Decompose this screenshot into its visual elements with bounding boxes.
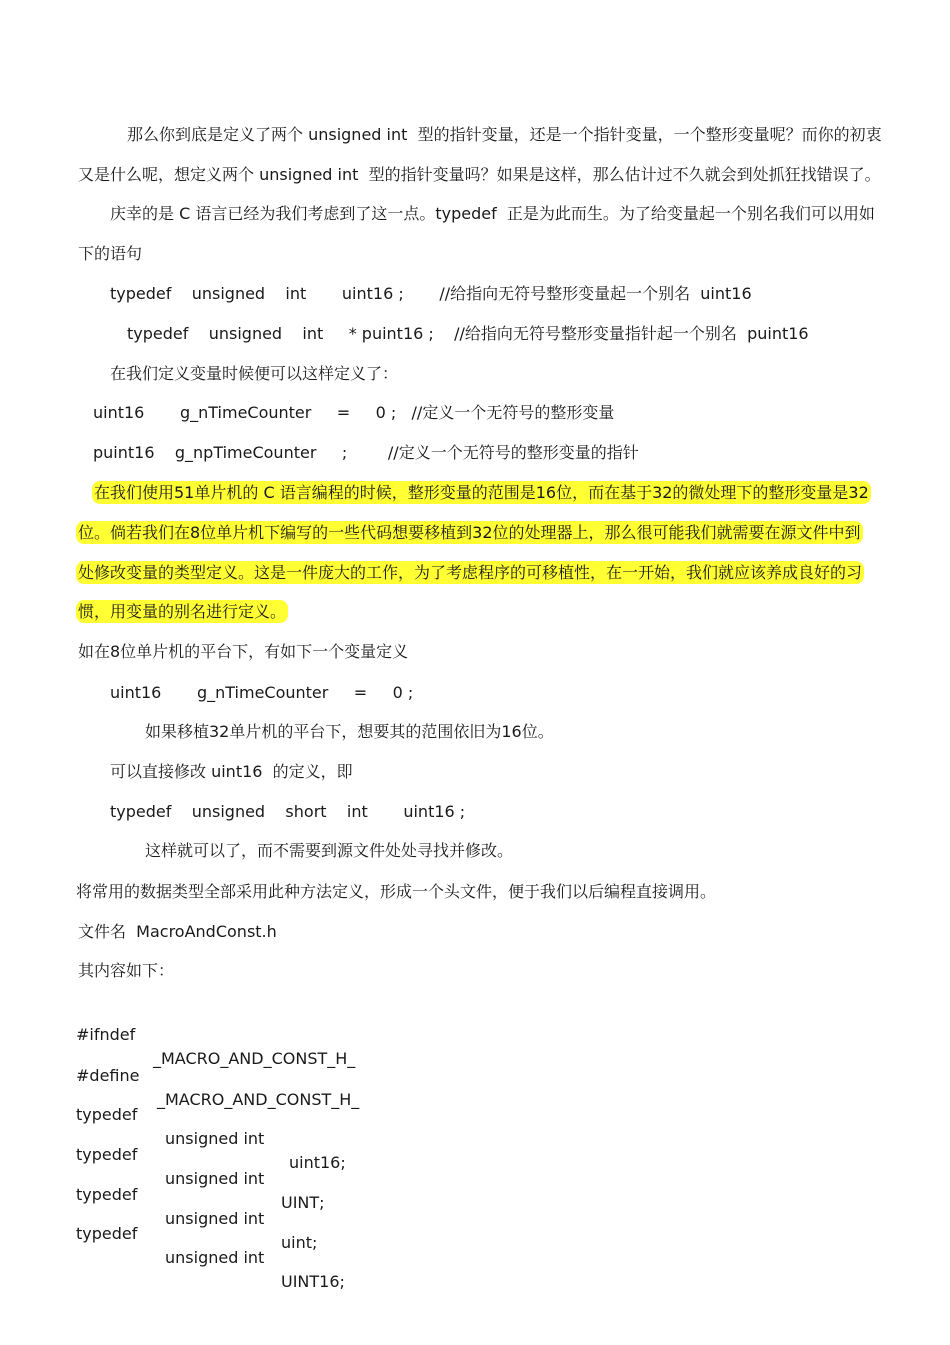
alias-name: UINT; [281, 1193, 325, 1212]
type-name: unsigned int [165, 1169, 265, 1188]
paragraph-line: 可以直接修改 uint16 的定义，即 [110, 762, 353, 781]
macro-name: _MACRO_AND_CONST_H_ [153, 1049, 356, 1068]
paragraph-line: 这样就可以了，而不需要到源文件处处寻找并修改。 [145, 841, 514, 860]
typedef-keyword: typedef [76, 1224, 138, 1243]
typedef-keyword: typedef [76, 1105, 138, 1124]
paragraph-line: 其内容如下： [78, 961, 175, 980]
highlight-span: 位。倘若我们在8位单片机下编写的一些代码想要移植到32位的处理器上，那么很可能我们就需要在源文件中到 [78, 523, 861, 542]
header-code-line [0, 999, 950, 1068]
type-name: unsigned int [165, 1129, 265, 1148]
highlight-span: 在我们使用51单片机的 C 语言编程的时候，整形变量的范围是16位，而在基于32的微处理下的整形变量是32 [94, 483, 869, 502]
typedef-keyword: typedef [76, 1185, 138, 1204]
highlight-span: 惯，用变量的别名进行定义。 [78, 602, 287, 621]
paragraph-line: 如在8位单片机的平台下，有如下一个变量定义 [78, 642, 409, 661]
file-name-line: 文件名 MacroAndConst.h [78, 922, 277, 941]
type-name: unsigned int [165, 1209, 265, 1228]
highlighted-line [76, 600, 950, 624]
header-code-line [0, 1079, 950, 1172]
highlight-span: 处修改变量的类型定义。这是一件庞大的工作，为了考虑程序的可移植性，在一开始，我们就应该养成良好的习 [78, 563, 863, 582]
paragraph-line: 那么你到底是定义了两个 unsigned int 型的指针变量，还是一个指针变量，一个整形变量呢？而你的初衷 [127, 125, 882, 144]
code-line: puint16 g_npTimeCounter ; //定义一个无符号的整形变量的指针 [93, 443, 639, 462]
header-code-line [0, 1159, 950, 1252]
alias-name: UINT16; [281, 1272, 345, 1291]
code-line: uint16 g_nTimeCounter = 0 ; [110, 683, 414, 702]
highlighted-line [92, 481, 950, 505]
directive-keyword: #ifndef [76, 1025, 136, 1044]
alias-name: uint; [281, 1233, 318, 1252]
paragraph-line: 在我们定义变量时候便可以这样定义了： [110, 364, 399, 383]
paragraph-line: 将常用的数据类型全部采用此种方法定义，形成一个头文件，便于我们以后编程直接调用。 [76, 882, 717, 901]
highlighted-line [76, 561, 950, 585]
code-line: typedef unsigned int * puint16 ; //给指向无符号整形变量指针起一个别名 puint16 [127, 324, 809, 343]
paragraph-line: 如果移植32单片机的平台下，想要其的范围依旧为16位。 [145, 722, 554, 741]
header-code-line [0, 1198, 950, 1291]
typedef-keyword: typedef [76, 1145, 138, 1164]
header-code-line [0, 1040, 950, 1109]
paragraph-line: 又是什么呢，想定义两个 unsigned int 型的指针变量吗？如果是这样，那么估计过不久就会到处抓狂找错误了。 [78, 165, 881, 184]
paragraph-line: 下的语句 [78, 244, 143, 263]
type-name: unsigned int [165, 1248, 265, 1267]
alias-name: uint16; [289, 1153, 346, 1172]
code-line: uint16 g_nTimeCounter = 0 ; //定义一个无符号的整形变量 [93, 403, 615, 422]
paragraph-line: 庆幸的是 C 语言已经为我们考虑到了这一点。typedef 正是为此而生。为了给变量起一个别名我们可以用如 [110, 204, 875, 223]
directive-keyword: #define [76, 1066, 140, 1085]
code-line: typedef unsigned short int uint16 ; [110, 802, 466, 821]
code-line: typedef unsigned int uint16 ; //给指向无符号整形变量起一个别名 uint16 [110, 284, 752, 303]
highlighted-line [76, 521, 950, 545]
macro-name: _MACRO_AND_CONST_H_ [157, 1090, 360, 1109]
